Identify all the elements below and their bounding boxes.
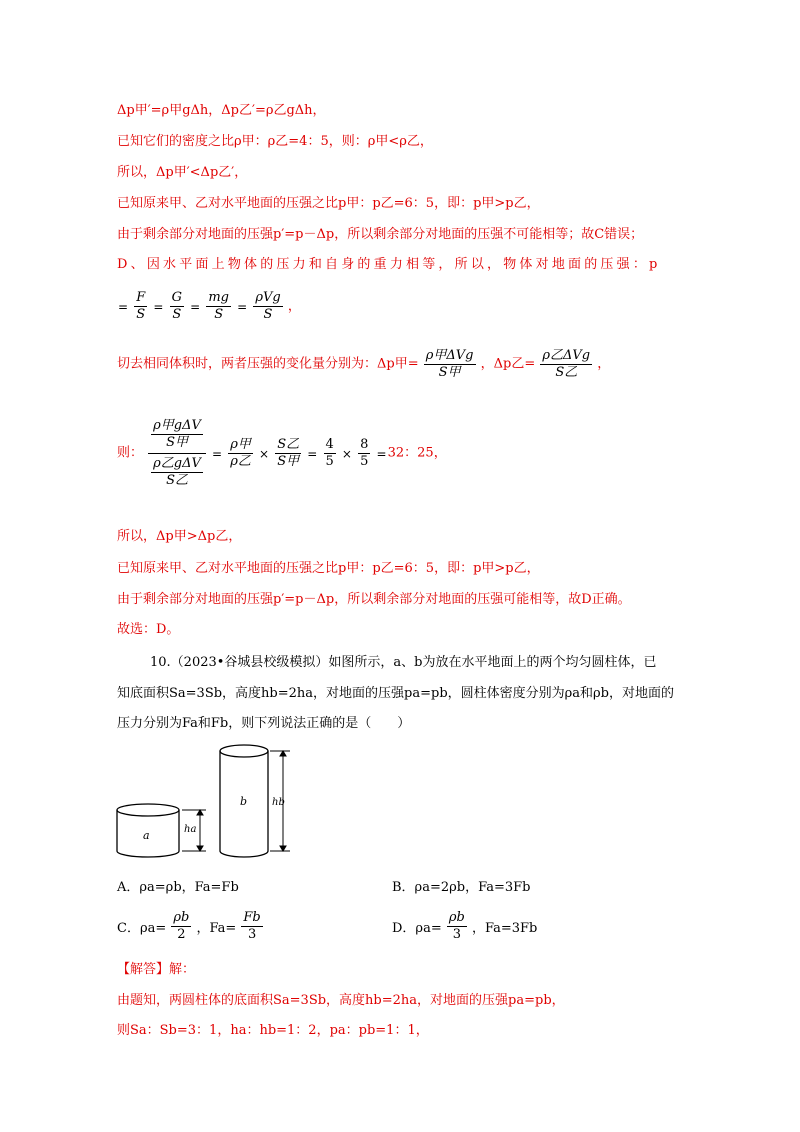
label-a: a <box>143 829 150 842</box>
question-line-1: 10.（2023•谷城县校级模拟）如图所示，a、b为放在水平地面上的两个均匀圆柱体，已 <box>150 655 657 670</box>
option-a[interactable]: A．ρa=ρb，Fa=Fb <box>117 880 239 895</box>
fraction: $\frac{G}{S}$ <box>171 290 182 322</box>
compound-fraction: $\frac{\frac{\text{ρ甲gΔV}}{\text{S甲}}}{\frac{\text{ρ乙gΔV}}{\text{S乙}}}$ <box>148 418 206 489</box>
question-line-2: 知底面积Sa=3Sb，高度hb=2ha，对地面的压强pa=pb，圆柱体密度分别为ρa和ρb，对地面的 <box>117 686 674 701</box>
fraction: $\frac{F}{S}$ <box>136 290 146 322</box>
option-d[interactable]: D．ρa= $\frac{\rho b}{3}$ ，Fa=3Fb <box>392 910 538 942</box>
question-line-3: 压力分别为Fa和Fb，则下列说法正确的是（ ） <box>117 716 411 731</box>
fraction: $\frac{\rho b}{2}$ <box>173 910 190 942</box>
fraction: $\frac{\text{ρ甲}}{\text{ρ乙}}$ <box>230 437 251 469</box>
fraction: $\frac{4}{5}$ <box>325 437 334 469</box>
fraction: $\frac{\rho b}{3}$ <box>448 910 465 942</box>
answer-line-1: 由题知，两圆柱体的底面积Sa=3Sb，高度hb=2ha，对地面的压强pa=pb， <box>117 993 565 1008</box>
solution-line-5: 由于剩余部分对地面的压强p′=p－Δp，所以剩余部分对地面的压强不可能相等；故C错误； <box>117 227 644 242</box>
solution-line-13: 故选：D。 <box>117 622 180 637</box>
solution-line-2: 已知它们的密度之比ρ甲：ρ乙=4：5，则：ρ甲<ρ乙， <box>117 134 433 149</box>
fraction: $\frac{Fb}{3}$ <box>243 910 261 942</box>
ratio-line: 则： $\frac{\frac{\text{ρ甲gΔV}}{\text{S甲}}}{\frac{\text{ρ乙gΔV}}{\text{S乙}}}$ = $\frac{\text{ρ甲}}{\text{ρ乙}}$ × $\frac{\text{S乙}}{\text{S甲}}$ = $\frac{4}{5}$ × $\frac{8}{5}$ =32：25， <box>117 418 447 488</box>
solution-line-3: 所以，Δp甲′<Δp乙′， <box>117 165 248 180</box>
fraction: $\frac{mg}{S}$ <box>208 290 229 322</box>
solution-line-4: 已知原来甲、乙对水平地面的压强之比p甲：p乙=6：5，即：p甲>p乙， <box>117 196 540 211</box>
option-c[interactable]: C．ρa= $\frac{\rho b}{2}$ ，Fa= $\frac{Fb}{3}$ <box>117 910 261 942</box>
cylinders-figure <box>110 735 300 865</box>
answer-line-2: 则Sa：Sb=3：1，ha：hb=1：2，pa：pb=1：1， <box>117 1023 429 1038</box>
label-hb: hb <box>272 797 285 808</box>
pressure-formula: = $\frac{F}{S}$ = $\frac{G}{S}$ = $\frac{mg}{S}$ = $\frac{\text{ρVg}}{S}$ ， <box>118 290 301 322</box>
delta-pressure-line: 切去相同体积时，两者压强的变化量分别为：Δp甲= $\frac{\text{ρ甲ΔVg}}{\text{S甲}}$ ，Δp乙= $\frac{\text{ρ乙ΔVg}}{\text{S乙}}$ ， <box>117 348 611 380</box>
answer-tag: 【解答】解： <box>117 962 196 977</box>
solution-line-1: Δp甲′=ρ甲gΔh，Δp乙′=ρ乙gΔh， <box>117 103 326 118</box>
label-b: b <box>240 795 248 808</box>
fraction: $\frac{\text{ρVg}}{S}$ <box>255 290 281 322</box>
solution-line-12: 由于剩余部分对地面的压强p′=p－Δp，所以剩余部分对地面的压强可能相等，故D正确。 <box>117 592 631 607</box>
fraction: $\frac{\text{S乙}}{\text{S甲}}$ <box>277 437 300 469</box>
fraction: $\frac{8}{5}$ <box>360 437 369 469</box>
fraction: $\frac{\text{ρ甲ΔVg}}{\text{S甲}}$ <box>425 348 474 380</box>
solution-line-11: 已知原来甲、乙对水平地面的压强之比p甲：p乙=6：5，即：p甲>p乙， <box>117 561 540 576</box>
solution-line-10: 所以，Δp甲>Δp乙， <box>117 529 242 544</box>
fraction: $\frac{\text{ρ乙ΔVg}}{\text{S乙}}$ <box>542 348 591 380</box>
solution-line-6: D、因水平面上物体的压力和自身的重力相等，所以，物体对地面的压强：p <box>117 257 661 272</box>
label-ha: ha <box>184 824 197 835</box>
option-b[interactable]: B．ρa=2ρb，Fa=3Fb <box>392 880 531 895</box>
